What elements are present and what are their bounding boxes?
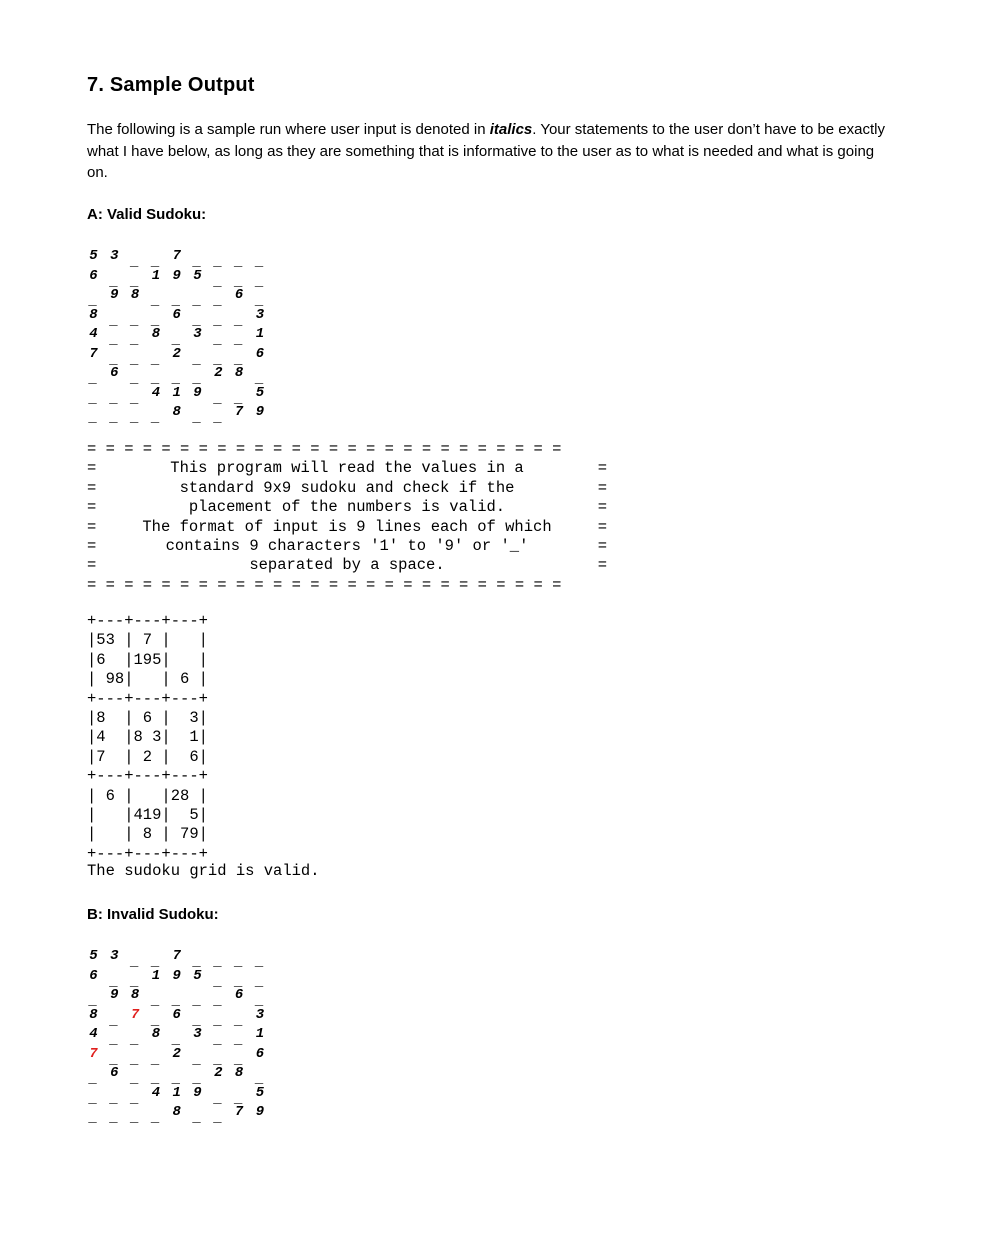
- grid-cell: 1: [151, 967, 161, 984]
- grid-cell: _: [130, 332, 140, 348]
- grid-cell: _: [89, 293, 98, 309]
- grid-cell: _: [214, 390, 223, 407]
- grid-cell: _: [234, 1012, 244, 1029]
- grid-cell: _: [130, 973, 140, 990]
- board-line: +---+---+---+: [87, 689, 208, 708]
- grid-cell: _: [130, 312, 140, 329]
- grid-cell: 6: [234, 287, 244, 303]
- grid-cell: _: [214, 1090, 223, 1107]
- grid-cell: _: [255, 293, 265, 309]
- grid-cell: _: [234, 273, 244, 290]
- grid-cell: _: [255, 954, 265, 970]
- grid-cell: _: [151, 410, 161, 426]
- grid-cell: _: [193, 954, 202, 970]
- banner-line: = contains 9 characters '1' to '9' or '_' =: [87, 537, 607, 555]
- grid-cell: 9: [255, 1104, 265, 1120]
- intro-text-2: . Your statements to the user don’t have to be exactly what I have below, as long as they are something that is informative to the user as to what is needed and what is going on.: [87, 121, 885, 181]
- grid-cell: _: [110, 351, 119, 368]
- grid-cell: 8: [151, 1026, 161, 1042]
- grid-cell: _: [193, 1051, 202, 1068]
- board-line: | 6 | |28 |: [87, 786, 208, 805]
- grid-cell: _: [151, 954, 161, 970]
- grid-cell: _: [214, 254, 223, 270]
- grid-cell: _: [130, 390, 140, 407]
- grid-cell: 7: [89, 345, 98, 362]
- grid-cell: _: [151, 254, 161, 270]
- grid-cell: _: [130, 1090, 140, 1107]
- grid-cell: _: [234, 973, 244, 990]
- grid-cell: _: [151, 1110, 161, 1126]
- grid-cell: _: [234, 1051, 244, 1068]
- grid-cell: _: [130, 410, 140, 426]
- grid-cell: _: [193, 410, 202, 426]
- banner-line: = placement of the numbers is valid. =: [87, 498, 607, 517]
- grid-cell: 8: [89, 306, 98, 323]
- grid-cell: 3: [110, 248, 119, 264]
- grid-cell: _: [214, 1032, 223, 1048]
- grid-cell: 9: [172, 267, 181, 284]
- grid-cell: 8: [172, 404, 181, 420]
- grid-cell: _: [172, 332, 181, 348]
- grid-cell: 6: [110, 365, 119, 381]
- intro-emphasis: italics: [489, 121, 533, 138]
- grid-cell: 5: [193, 967, 202, 984]
- grid-cell: _: [110, 312, 119, 329]
- grid-cell: _: [89, 1090, 98, 1107]
- section-a-title: A: Valid Sudoku:: [87, 206, 207, 223]
- grid-cell: 6: [255, 345, 265, 362]
- grid-cell: _: [214, 273, 223, 290]
- grid-cell: _: [130, 954, 140, 970]
- grid-cell: 2: [172, 345, 181, 362]
- grid-cell: _: [193, 1071, 202, 1087]
- grid-cell: _: [130, 1071, 140, 1087]
- grid-cell: _: [214, 993, 223, 1009]
- grid-cell: _: [214, 1012, 223, 1029]
- grid-cell: 4: [89, 1026, 98, 1042]
- grid-cell: 3: [255, 1006, 265, 1023]
- grid-cell: _: [110, 332, 119, 348]
- result-message: The sudoku grid is valid.: [87, 862, 320, 880]
- grid-cell: _: [110, 1090, 119, 1107]
- grid-cell: _: [130, 1051, 140, 1068]
- grid-cell: _: [214, 1110, 223, 1126]
- grid-cell: 9: [255, 404, 265, 420]
- grid-cell: _: [193, 312, 202, 329]
- grid-cell: _: [110, 410, 119, 426]
- banner-bottom-border: = = = = = = = = = = = = = = = = = = = = = = = = = =: [87, 575, 562, 594]
- grid-cell: 4: [151, 384, 161, 401]
- grid-cell: _: [234, 312, 244, 329]
- grid-cell: _: [172, 371, 181, 387]
- grid-cell: _: [193, 254, 202, 270]
- sudoku-board-output: [87, 612, 208, 864]
- board-line: |4 |8 3| 1|: [87, 728, 208, 747]
- grid-cell: _: [193, 371, 202, 387]
- grid-cell: _: [214, 332, 223, 348]
- grid-cell: 6: [234, 987, 244, 1003]
- grid-cell: 6: [89, 967, 98, 984]
- grid-cell: _: [193, 1012, 202, 1029]
- board-line: |53 | 7 | |: [87, 631, 208, 650]
- grid-cell: _: [151, 1012, 161, 1029]
- grid-cell: 9: [193, 384, 202, 401]
- board-line: +---+---+---+: [87, 844, 208, 863]
- grid-cell: _: [151, 1051, 161, 1068]
- grid-cell: _: [172, 1071, 181, 1087]
- grid-cell: 7: [234, 1104, 244, 1120]
- grid-cell: _: [234, 1032, 244, 1048]
- grid-cell: 5: [89, 948, 98, 964]
- grid-cell: 7: [172, 248, 181, 264]
- board-line: | |419| 5|: [87, 806, 208, 825]
- grid-cell: _: [110, 1032, 119, 1048]
- grid-cell: _: [193, 1110, 202, 1126]
- grid-cell: 4: [151, 1084, 161, 1101]
- board-line: |7 | 2 | 6|: [87, 747, 208, 766]
- grid-cell: 1: [172, 1084, 181, 1101]
- grid-cell: _: [130, 1110, 140, 1126]
- grid-cell: 3: [255, 306, 265, 323]
- grid-cell: _: [110, 973, 119, 990]
- grid-cell: 2: [172, 1045, 181, 1062]
- grid-cell: 9: [110, 287, 119, 303]
- grid-cell: 4: [89, 326, 98, 342]
- grid-cell: _: [234, 1090, 244, 1107]
- grid-cell: _: [130, 254, 140, 270]
- grid-cell: 8: [130, 987, 140, 1003]
- grid-cell: 6: [172, 306, 181, 323]
- grid-cell: _: [130, 273, 140, 290]
- grid-cell: _: [89, 410, 98, 426]
- grid-cell: _: [151, 351, 161, 368]
- board-line: | 98| | 6 |: [87, 670, 208, 689]
- grid-cell: _: [130, 1032, 140, 1048]
- grid-cell: _: [255, 993, 265, 1009]
- grid-cell: 8: [234, 1065, 244, 1081]
- grid-cell: 5: [193, 267, 202, 284]
- grid-cell: 7: [234, 404, 244, 420]
- grid-cell: _: [151, 1071, 161, 1087]
- grid-cell: 6: [110, 1065, 119, 1081]
- grid-cell: _: [110, 1051, 119, 1068]
- grid-cell: _: [214, 293, 223, 309]
- banner-line: = standard 9x9 sudoku and check if the =: [87, 478, 607, 497]
- grid-cell: 1: [151, 267, 161, 284]
- grid-cell: _: [214, 351, 223, 368]
- grid-cell: _: [255, 273, 265, 290]
- grid-cell: 6: [255, 1045, 265, 1062]
- grid-cell: _: [214, 973, 223, 990]
- board-line: +---+---+---+: [87, 767, 208, 786]
- board-line: |8 | 6 | 3|: [87, 709, 208, 728]
- grid-cell: _: [110, 390, 119, 407]
- grid-cell: 8: [234, 365, 244, 381]
- grid-cell: 5: [89, 248, 98, 264]
- grid-cell: 7: [89, 1045, 98, 1062]
- grid-cell: _: [89, 1071, 98, 1087]
- board-line: | | 8 | 79|: [87, 825, 208, 844]
- grid-cell: 5: [255, 384, 265, 401]
- banner-line: = The format of input is 9 lines each of which =: [87, 517, 607, 536]
- grid-cell: _: [193, 993, 202, 1009]
- grid-cell: _: [234, 254, 244, 270]
- grid-cell: 8: [89, 1006, 98, 1023]
- grid-cell: 6: [172, 1006, 181, 1023]
- grid-cell: 8: [172, 1104, 181, 1120]
- intro-paragraph: [87, 119, 897, 184]
- grid-cell: _: [255, 254, 265, 270]
- grid-cell: 6: [89, 267, 98, 284]
- grid-cell: _: [255, 1071, 265, 1087]
- grid-cell: _: [151, 371, 161, 387]
- grid-cell: 8: [130, 287, 140, 303]
- grid-cell: _: [151, 293, 161, 309]
- grid-cell: _: [234, 332, 244, 348]
- grid-cell: 1: [255, 326, 265, 342]
- intro-text-1: The following is a sample run where user input is denoted in: [87, 121, 490, 138]
- grid-cell: _: [151, 993, 161, 1009]
- grid-cell: _: [214, 410, 223, 426]
- grid-cell: _: [89, 371, 98, 387]
- grid-cell: _: [89, 1110, 98, 1126]
- grid-cell: 9: [193, 1084, 202, 1101]
- grid-cell: _: [214, 312, 223, 329]
- grid-cell: _: [193, 293, 202, 309]
- board-line: |6 |195| |: [87, 650, 208, 669]
- grid-cell: 7: [172, 948, 181, 964]
- grid-cell: 3: [110, 948, 119, 964]
- grid-cell: _: [151, 312, 161, 329]
- grid-cell: 3: [193, 326, 202, 342]
- grid-cell: 7: [130, 1006, 140, 1023]
- grid-cell: _: [172, 1032, 181, 1048]
- grid-cell: 1: [172, 384, 181, 401]
- section-b-title: B: Invalid Sudoku:: [87, 906, 219, 923]
- banner-top-border: = = = = = = = = = = = = = = = = = = = = = = = = = =: [87, 440, 562, 458]
- grid-cell: 1: [255, 1026, 265, 1042]
- grid-cell: _: [110, 273, 119, 290]
- grid-cell: 5: [255, 1084, 265, 1101]
- board-line: +---+---+---+: [87, 612, 208, 630]
- section-heading: 7. Sample Output: [87, 74, 255, 96]
- grid-cell: _: [110, 1110, 119, 1126]
- grid-cell: 2: [214, 365, 223, 381]
- grid-cell: _: [172, 293, 181, 309]
- grid-cell: _: [89, 993, 98, 1009]
- grid-cell: 2: [214, 1065, 223, 1081]
- grid-cell: _: [130, 351, 140, 368]
- grid-cell: _: [214, 954, 223, 970]
- grid-cell: _: [234, 351, 244, 368]
- grid-cell: _: [172, 993, 181, 1009]
- grid-cell: 8: [151, 326, 161, 342]
- grid-cell: _: [89, 390, 98, 407]
- banner-line: = This program will read the values in a =: [87, 459, 607, 478]
- grid-cell: _: [234, 954, 244, 970]
- grid-cell: 3: [193, 1026, 202, 1042]
- grid-cell: _: [193, 351, 202, 368]
- grid-cell: _: [255, 371, 265, 387]
- grid-cell: _: [110, 1012, 119, 1029]
- grid-cell: _: [255, 973, 265, 990]
- grid-cell: _: [130, 371, 140, 387]
- banner-line: = separated by a space. =: [87, 556, 607, 575]
- grid-cell: _: [234, 390, 244, 407]
- grid-cell: 9: [172, 967, 181, 984]
- grid-cell: 9: [110, 987, 119, 1003]
- grid-cell: _: [214, 1051, 223, 1068]
